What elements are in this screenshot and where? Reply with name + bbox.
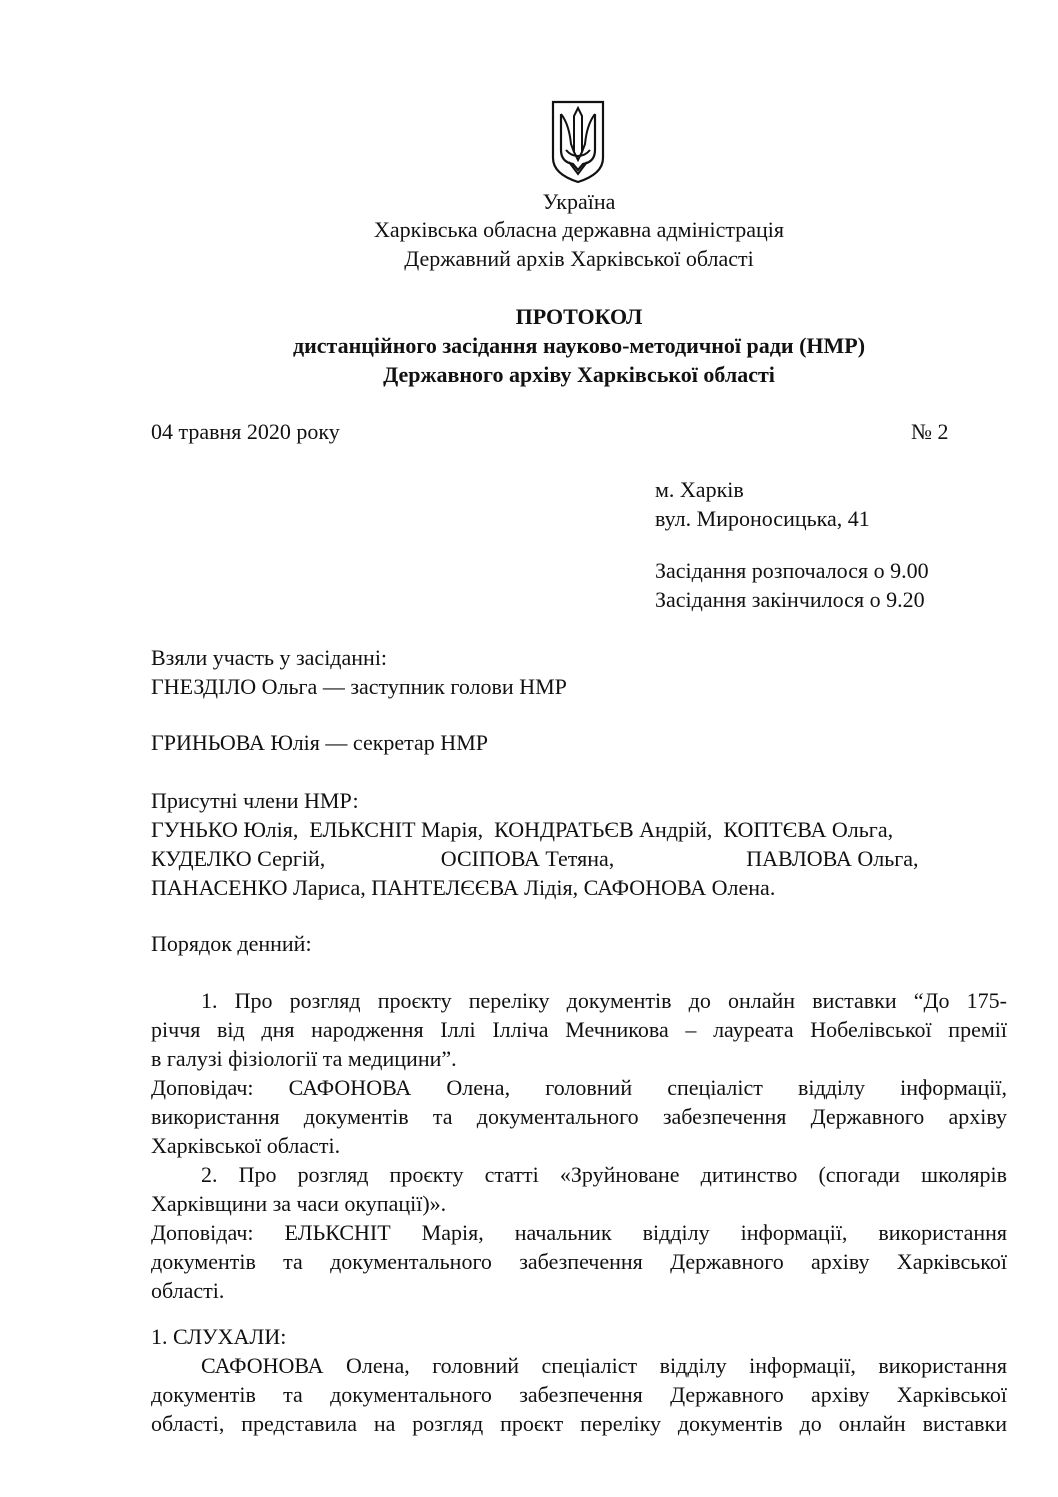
members-heading: Присутні члени НМР:: [151, 788, 359, 813]
agenda-item-2-line: Харківщини за часи окупації)».: [151, 1191, 447, 1216]
meeting-city: м. Харків: [655, 477, 744, 502]
start-time: Засідання розпочалося о 9.00: [655, 558, 929, 583]
meeting-address: вул. Мироносицька, 41: [655, 506, 870, 531]
agenda-item-1-line: 1. Про розгляд проєкту переліку документів до онлайн виставки “До 175-: [201, 988, 1007, 1013]
trident-emblem-icon: [549, 100, 607, 184]
agenda-item-2-speaker-line: документів та документального забезпечення Державного архіву Харківської: [151, 1249, 1007, 1274]
participants-heading: Взяли участь у засіданні:: [151, 645, 388, 670]
end-time: Засідання закінчилося о 9.20: [655, 587, 925, 612]
archive-name: Державний архів Харківської області: [404, 246, 754, 271]
secretary: ГРИНЬОВА Юлія — секретар НМР: [151, 730, 488, 755]
heard-text-line: САФОНОВА Олена, головний спеціаліст відділу інформації, використання: [201, 1353, 1007, 1378]
country-name: Україна: [542, 189, 616, 214]
members-line: ГУНЬКО Юлія, ЕЛЬКСНІТ Марія, КОНДРАТЬЄВ Андрій, КОПТЄВА Ольга,: [151, 817, 894, 842]
agenda-item-1-speaker-line: Харківської області.: [151, 1133, 341, 1158]
heard-text-line: документів та документального забезпечення Державного архіву Харківської: [151, 1382, 1007, 1407]
document-title: ПРОТОКОЛ: [515, 304, 643, 329]
agenda-item-2-speaker-line: Доповідач: ЕЛЬКСНІТ Марія, начальник відділу інформації, використання: [151, 1220, 1007, 1245]
meeting-date: 04 травня 2020 року: [151, 419, 340, 444]
heard-text-line: області, представила на розгляд проєкт переліку документів до онлайн виставки: [151, 1411, 1007, 1436]
agenda-item-1-line: річчя від дня народження Іллі Ілліча Мечникова – лауреата Нобелівської премії: [151, 1017, 1007, 1042]
members-line: КУДЕЛКО Сергій, ОСІПОВА Тетяна, ПАВЛОВА Ольга,: [151, 846, 919, 871]
heard-heading: 1. СЛУХАЛИ:: [151, 1324, 287, 1349]
document-subtitle-line2: Державного архіву Харківської області: [383, 362, 775, 387]
members-line: ПАНАСЕНКО Лариса, ПАНТЕЛЄЄВА Лідія, САФОНОВА Олена.: [151, 875, 776, 900]
protocol-number: № 2: [911, 419, 949, 444]
agenda-heading: Порядок денний:: [151, 931, 312, 956]
agenda-item-2-speaker-line: області.: [151, 1278, 225, 1303]
agenda-item-1-speaker-line: використання документів та документального забезпечення Державного архіву: [151, 1104, 1007, 1129]
administration-name: Харківська обласна державна адміністрація: [374, 217, 784, 242]
agenda-item-1-speaker-line: Доповідач: САФОНОВА Олена, головний спеціаліст відділу інформації,: [151, 1075, 1007, 1100]
deputy-chair: ГНЕЗДІЛО Ольга — заступник голови НМР: [151, 674, 567, 699]
agenda-item-1-line: в галузі фізіології та медицини”.: [151, 1046, 457, 1071]
agenda-item-2-line: 2. Про розгляд проєкту статті «Зруйноване дитинство (спогади школярів: [201, 1162, 1007, 1187]
document-subtitle-line1: дистанційного засідання науково-методичної ради (НМР): [292, 333, 866, 358]
